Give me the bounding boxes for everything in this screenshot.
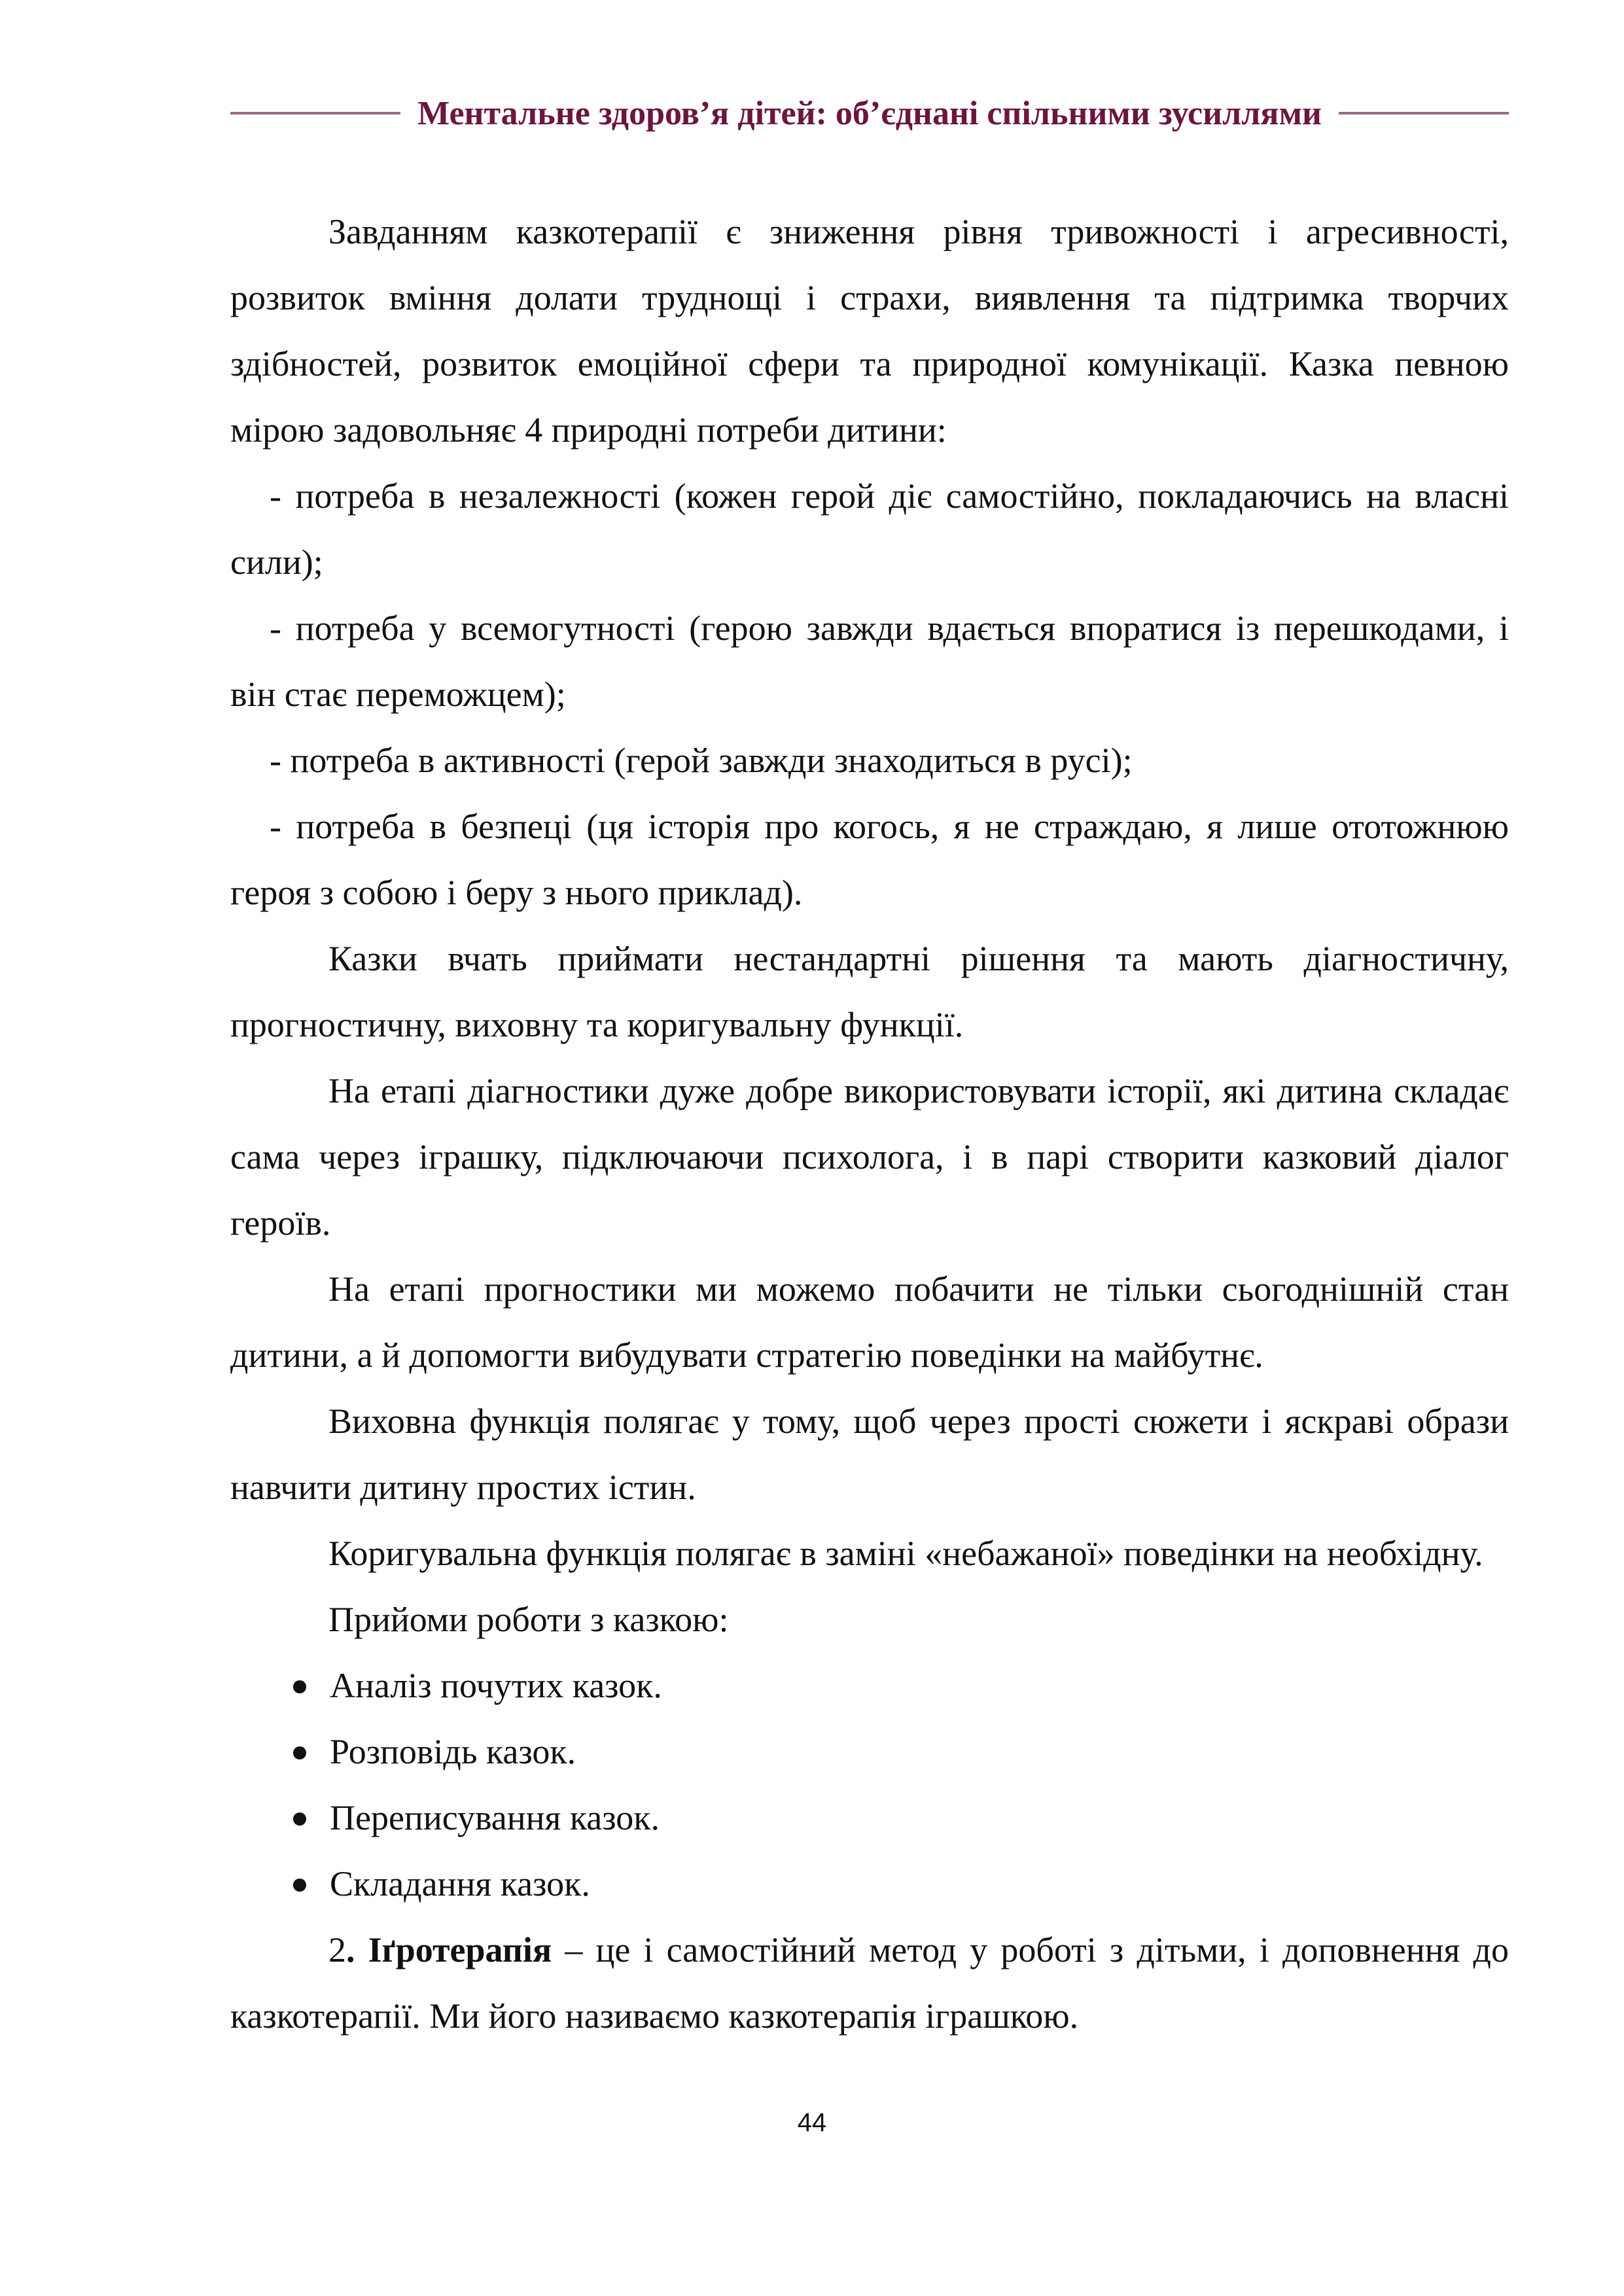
play-therapy-definition: – це і самостійний метод у роботі з дітьми, і доповнення до казкотерапії. Ми його називаємо казкотерапія іграшкою.: [230, 1930, 1509, 2036]
corrective-paragraph: Коригувальна функція полягає в заміні «небажаної» поведінки на необхідну.: [328, 1534, 1483, 1573]
methods-list: [230, 1653, 1509, 1917]
play-therapy-paragraph: [230, 1917, 1509, 2049]
educational-paragraph: Виховна функція полягає у тому, щоб через прості сюжети і яскраві образи навчити дитину простих істин.: [230, 1402, 1509, 1507]
diagnostics-paragraph: На етапі діагностики дуже добре використовувати історії, які дитина складає сама через іграшку, підключаючи психолога, і в парі створити казковий діалог героїв.: [230, 1071, 1509, 1243]
list-item: [230, 1785, 1509, 1851]
list-item: [230, 1851, 1509, 1917]
prognostics-paragraph: На етапі прогностики ми можемо побачити не тільки сьогоднішній стан дитини, а й допомогти вибудувати стратегію поведінки на майбутнє.: [230, 1269, 1509, 1375]
play-therapy-number: 2: [328, 1930, 346, 1969]
running-header: [230, 90, 1509, 136]
list-item-text: Аналіз почутих казок.: [330, 1666, 662, 1705]
play-therapy-term: . Іґротерапія: [346, 1930, 552, 1969]
methods-intro: Прийоми роботи з казкою:: [328, 1600, 729, 1639]
need-activity: - потреба в активності (герой завжди знаходиться в русі);: [270, 741, 1133, 780]
need-omnipotence: - потреба у всемогутності (герою завжди вдається впоратися із перешкодами, і він стає переможцем);: [230, 609, 1509, 714]
header-rule-right: [1339, 112, 1509, 115]
header-rule-left: [230, 112, 400, 115]
page-body: [230, 199, 1509, 2049]
list-item-text: Переписування казок.: [330, 1798, 660, 1837]
need-safety: - потреба в безпеці (ця історія про когось, я не страждаю, я лише ототожнюю героя з собою і беру з нього приклад).: [230, 807, 1509, 912]
page-number: 44: [797, 2108, 827, 2137]
list-item-text: Складання казок.: [330, 1864, 590, 1903]
bullet-icon: [293, 1680, 306, 1693]
functions-paragraph: Казки вчать приймати нестандартні рішення та мають діагностичну, прогностичну, виховну та коригувальну функції.: [230, 939, 1509, 1044]
bullet-icon: [293, 1746, 306, 1759]
list-item-text: Розповідь казок.: [330, 1732, 576, 1771]
intro-paragraph: Завданням казкотерапії є зниження рівня тривожності і агресивності, розвиток вміння долати труднощі і страхи, виявлення та підтримка творчих здібностей, розвиток емоційної сфери та природної комунікації. Казка певною мірою задовольняє 4 природні потреби дитини:: [230, 212, 1509, 450]
list-item: [230, 1653, 1509, 1719]
need-independence: - потреба в незалежності (кожен герой діє самостійно, покладаючись на власні сили);: [230, 476, 1509, 582]
list-item: [230, 1719, 1509, 1785]
header-title: Ментальне здоров’я дітей: об’єднані спільними зусиллями: [417, 94, 1322, 132]
bullet-icon: [293, 1879, 306, 1892]
bullet-icon: [293, 1812, 306, 1826]
